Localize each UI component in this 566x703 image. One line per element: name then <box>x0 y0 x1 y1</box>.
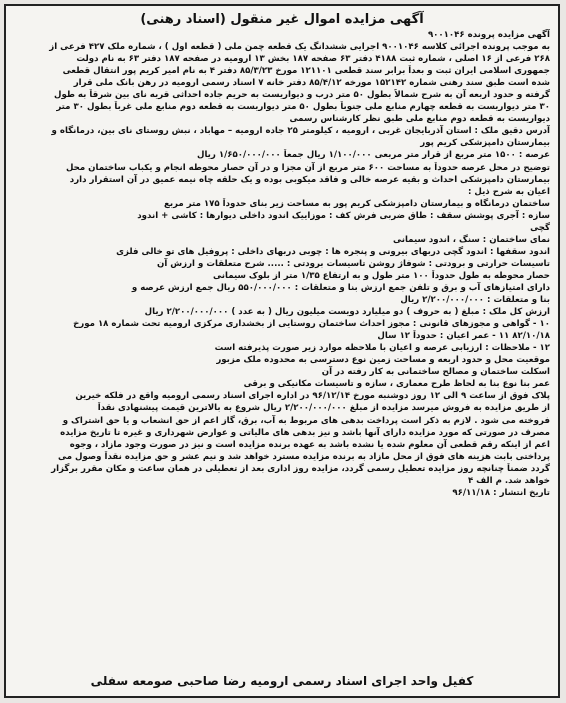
notice-line: ۱۲ - ملاحظات : ارزیابی عرصه و اعیان با ملاحظه موارد زیر صورت پذیرفته است <box>214 343 550 354</box>
notice-line: نمای ساختمان : سنگ ، اندود سیمانی <box>393 234 550 245</box>
notice-line: بیمارستان دامپزشکی احداث و بقیه عرصه خالی و فاقد میکوبی بوده و یک حلقه چاه نیمه عمیق در آن استقرار دارد <box>69 174 550 185</box>
notice-line: ۱۰ - گواهی و مجوزهای قانونی : مجوز احداث ساختمان روستایی از بخشداری مرکزی ارومیه تحت شماره ۱۸ مورخ <box>73 319 550 330</box>
notice-line: عرصه : ۱۵۰۰ متر مربع از قرار متر مربعی ۱/۱۰۰/۰۰۰ ریال جمعاً ۱/۶۵۰/۰۰۰/۰۰۰ ریال <box>196 150 550 161</box>
notice-line: اسکلت ساختمان و مصالح ساختمانی به کار رفته در آن <box>321 367 550 378</box>
notice-line: آگهی مزایده پرونده ۹۰۰۱۰۴۶ <box>427 30 550 40</box>
notice-line: اندود سقفها : اندود گچی دربهای بیرونی و پنجره ها : چوبی دربهای داخلی : پروفیل های تو خالی فلزی <box>116 246 550 257</box>
notice-line: عمر بنا نوع بنا به لحاظ طرح معماری ، سازه و تاسیسات مکانیکی و برقی <box>243 379 550 390</box>
notice-line: جمهوری اسلامی ایران ثبت و بعداً برابر سند قطعی ۱۲۱۱۰۱ مورخ ۸۵/۳/۲۳ دفتر ۴ به نام امیر کریم پور انتقال قطعی <box>62 66 550 77</box>
notice-line: ارزش کل ملک : مبلغ ( به حروف ) دو میلیارد دویست میلیون ریال ( به عدد ) ۲/۲۰۰/۰۰۰/۰۰۰ ریال <box>144 307 550 318</box>
notice-line: از طریق مزایده به فروش میرسد مزایده از مبلغ ۲/۲۰۰/۰۰۰/۰۰۰ ریال شروع به بالاترین قیمت پیشنهادی نقداً <box>97 403 550 414</box>
notice-line: گردد ضمناً چنانچه روز مزایده تعطیل رسمی گردد، مزایده روز اداری بعد از تعطیلی در همان ساعت و مکان مقرر برگزار <box>51 463 550 474</box>
notice-line: تاریخ انتشار : ۹۶/۱۱/۱۸ <box>452 487 550 498</box>
notice-line: پرداختی بابت هزینه های فوق از محل مازاد به برنده مزایده مسترد خواهد شد و نیم عشر و حق مزایده نقداً وصول می <box>58 451 550 462</box>
notice-line: بنا و متعلقات : ۲/۲۰۰/۰۰۰/۰۰۰ ریال <box>400 295 550 306</box>
notice-line: آدرس دقیق ملک : استان آذربایجان غربی ، ارومیه ، کیلومتر ۲۵ جاده ارومیه – مهاباد ، نبش روستای نای بین، درمانگاه و <box>51 126 550 137</box>
notice-line: شده است طبق سند رهنی شماره ۱۵۲۱۴۲ مورخه ۸۵/۴/۱۲ دفتر خانه ۷ اسناد رسمی ارومیه در رهن بانک ملی قرار <box>73 78 550 89</box>
notice-line: ۸۲/۱۰/۱۸ ۱۱ - عمر اعیان : حدوداً ۱۲ سال <box>377 331 550 342</box>
notice-line: گچی <box>530 222 550 233</box>
notice-line: دیواریست به قطعه دوم منابع ملی طبق نظر کارشناس رسمی <box>289 114 550 125</box>
notice-line: سازه : آجری پوشش سقف : طاق ضربی فرش کف : موزاییک اندود داخلی دیوارها : کاشی + اندود <box>137 210 550 221</box>
notice-line: دارای امتیازهای آب و برق و تلفن جمع ارزش بنا و متعلقات : ۵۵۰/۰۰۰/۰۰۰ ریال جمع ارزش عرصه و <box>131 282 550 293</box>
notice-signature: کفیل واحد اجرای اسناد رسمی ارومیه رضا صاحبی صومعه سفلی <box>90 674 474 688</box>
notice-line: ۳۰ متر دیواریست به قطعه چهارم منابع ملی جنوباً بطول ۵۰ متر دیواریست به قطعه دوم منابع ملی غرباً بطول ۳۰ متر <box>56 102 550 113</box>
notice-sheet <box>4 4 560 698</box>
notice-line: ۲۶۸ فرعی از ۱۶ اصلی ، شماره ثبت ۴۱۸۸ دفتر ۶۳ صفحه ۱۸۷ بخش ۱۳ ارومیه در صفحه ۱۸۷ دفتر ۶۳ به نام دولت <box>76 54 550 65</box>
notice-line: به موجب پرونده اجرائی کلاسه ۹۰۰۱۰۴۶ اجرایی ششدانگ یک قطعه چمن ملی ( قطعه اول ) ، شماره ملک ۴۲۷ فرعی از <box>49 42 550 53</box>
notice-line: بیمارستان دامپزشکی کریم پور <box>420 138 550 149</box>
notice-line: حصار محوطه به طول حدوداً ۱۰۰ متر طول و به ارتفاع ۱/۳۵ متر از بلوک سیمانی <box>213 270 550 281</box>
notice-line: خواهد شد. م الف ۴ <box>467 475 550 486</box>
notice-line: فروخته می شود . لازم به ذکر است پرداخت بدهی های مربوط به آب، برق، گاز اعم از حق انشعاب و یا حق اشتراک و <box>62 415 550 426</box>
notice-line: اعیان به شرح ذیل : <box>467 186 550 197</box>
notice-line: پلاک فوق از ساعت ۹ الی ۱۲ روز دوشنبه مورخ ۹۶/۱۲/۱۴ در اداره اجرای اسناد رسمی ارومیه واقع در فلکه خیرین <box>75 391 550 402</box>
notice-line: ساختمان درمانگاه و بیمارستان دامپزشکی کریم پور به مساحت زیر بنای حدوداً ۱۷۵ متر مربع <box>163 198 550 209</box>
notice-line: گرفته و حدود اربعه آن به شرح شمالاً بطول ۵۰ متر درب و دیواریست به حریم جاده احداثی قریه نای بین شرقاً به طول <box>54 90 550 101</box>
notice-line: مصرف در صورتی که مورد مزایده دارای آنها باشد و نیز بدهی های مالیاتی و عوارض شهرداری و غیره تا تاریخ مزایده <box>60 427 550 438</box>
notice-line: موقعیت محل و حدود اربعه و مساحت زمین نوع دسترسی به محدوده ملک مزبور <box>216 355 550 366</box>
notice-line: تاسیسات حرارتی و برودتی : شوفاژ روشن تاسیسات برودتی : ..... شرح متعلقات و ارزش آن <box>157 258 550 269</box>
notice-line: اعم از اینکه رقم قطعی آن معلوم شده یا نشده باشد به عهده برنده مزایده است و نیز در صورت وجود مازاد ، وجوه <box>69 439 550 450</box>
notice-line: توضیح در محل عرصه حدوداً به مساحت ۶۰۰ متر مربع از آن مجزا و در آن حصار محوطه انجام و یکباب ساختمان محل <box>65 162 550 173</box>
notice-title: آگهی مزایده اموال غیر منقول (اسناد رهنی) <box>140 12 424 27</box>
notice-body <box>14 29 550 499</box>
